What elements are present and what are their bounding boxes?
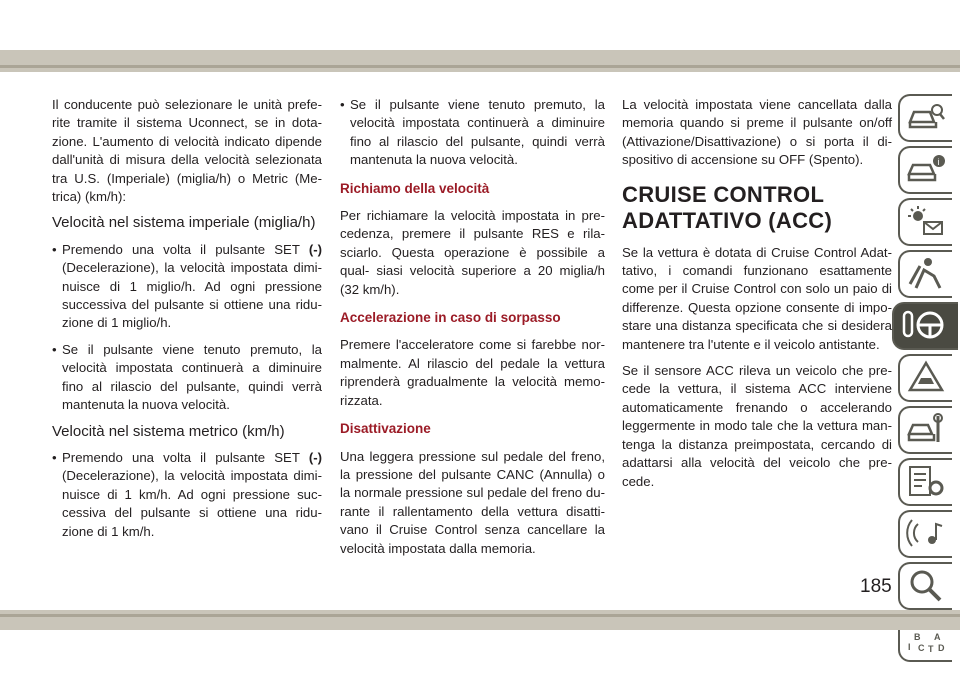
bullet-dot: •: [52, 241, 57, 257]
bullet-text: Se il pulsante viene tenuto premuto, la velocità impostata continuerà a diminuire fino al rilascio del pulsante, quindi verrà mantenuta la nuova velocità.: [350, 97, 605, 168]
cancel-paragraph: La velocità impostata viene cancellata dalla memoria quando si preme il pulsante on/off (Attivazione/Disattivazione) o si porta il di- spositivo di accensione su OFF (Spento).: [622, 97, 892, 168]
safety-person-icon: [906, 256, 946, 290]
intro-paragraph: Il conducente può selezionare le unità prefe- rite tramite il sistema Uconnect, se in dota- zione. L'aumento di velocità indicato dipende dall'unità di misura della velocità selezionata tra U.S. (Imperiale) (miglia/h) o Metric (Me- trica) (km/h):: [52, 97, 322, 205]
svg-text:C: C: [918, 643, 925, 653]
car-info-icon: [906, 152, 946, 186]
tab-servicing[interactable]: [898, 406, 952, 454]
hazard-car-icon: [906, 360, 946, 394]
tab-emergency[interactable]: [898, 354, 952, 402]
acc-paragraph-2: Se il sensore ACC rileva un veicolo che pre- cede la vettura, il sistema ACC interviene automaticamente frenando o accelerando leggermente in modo tale che la vettura man- tenga la distanza preimpostata, cercando di adattarsi alla velocità del veicolo che pre- cede.: [622, 363, 892, 489]
tab-index-search[interactable]: [898, 562, 952, 610]
svg-text:B: B: [914, 632, 921, 642]
warning-lights-icon: [906, 204, 946, 238]
acc-paragraph-1: Se la vettura è dotata di Cruise Control Adat- tativo, i comandi funzionano esattamente come per il Cruise Control con solo un paio di differenze. Questa opzione consente di impo- stare una distanza specificata che si desidera mantenere tra l'utente e il veicolo antistante.: [622, 244, 892, 352]
svg-text:T: T: [928, 644, 934, 654]
car-wrench-icon: [906, 412, 946, 446]
bullet-text-post: (Decelerazione), la velocità impostata dimi- nuisce di 1 km/h. Ad ogni pressione suc- cessiva del pulsante si ottiene una ridu- zione di 1 km/h.: [62, 468, 322, 539]
column-3: [622, 96, 892, 499]
bullet-imperial-press: [52, 241, 322, 333]
top-decorative-band: [0, 50, 960, 72]
heading-overtake-acceleration: Accelerazione in caso di sorpasso: [340, 310, 561, 326]
search-index-icon: [906, 568, 946, 602]
tab-warning-lights[interactable]: [898, 198, 952, 246]
column-1: [52, 96, 322, 549]
bullet-text-pre: Premendo una volta il pulsante SET: [62, 241, 309, 257]
bullet-dot: •: [52, 449, 57, 465]
section-title-line1: CRUISE CONTROL: [622, 181, 825, 207]
tab-car-search[interactable]: [898, 94, 952, 142]
bullet-text-pre: Premendo una volta il pulsante SET: [62, 449, 309, 465]
top-band-stripe: [0, 65, 960, 68]
steering-wheel-icon: [900, 308, 948, 342]
checklist-gear-icon: [906, 464, 946, 498]
svg-text:I: I: [908, 642, 911, 652]
minus-key-label: (-): [308, 241, 322, 257]
bullet-text-post: (Decelerazione), la velocità impostata dimi- nuisce di 1 miglio/h. Ad ogni pressione successiva del pulsante si ottiene una ridu- zione di 1 miglio/h.: [62, 260, 322, 331]
bullet-text: Se il pulsante viene tenuto premuto, la velocità impostata continuerà a diminuire fino al rilascio del pulsante, quindi verrà mantenuta la nuova velocità.: [62, 341, 322, 413]
deactivation-paragraph: Una leggera pressione sul pedale del freno, la pressione del pulsante CANC (Annulla) o la normale pressione sul pedale del freno du- rante il rallentamento della vettura disatti- vano il Cruise Control senza cancellare la velocità impostata dalla memoria.: [340, 448, 605, 556]
svg-text:A: A: [934, 632, 941, 642]
section-title: [622, 182, 892, 234]
bullet-dot: •: [340, 97, 345, 112]
tab-starting-driving[interactable]: [892, 302, 958, 350]
multimedia-icon: [906, 516, 946, 550]
page-number: 185: [860, 576, 892, 597]
svg-text:i: i: [937, 157, 940, 167]
tab-car-info[interactable]: [898, 146, 952, 194]
bullet-metric-press: [52, 449, 322, 541]
svg-text:D: D: [938, 643, 945, 653]
tab-safety[interactable]: [898, 250, 952, 298]
column-2: [340, 96, 605, 566]
accel-paragraph: Premere l'acceleratore come si farebbe nor- malmente. Al rilascio del pedale la vettura riprenderà gradualmente la velocità memo- rizzata.: [340, 337, 605, 408]
bullet-imperial-hold: [52, 341, 322, 415]
heading-deactivation: Disattivazione: [340, 421, 431, 437]
bottom-band-stripe: [0, 614, 960, 617]
minus-key-label: (-): [308, 449, 322, 465]
bullet-dot: •: [52, 341, 57, 357]
chapter-tabs: [896, 94, 960, 666]
car-search-icon: [906, 100, 946, 134]
bullet-metric-hold: [340, 96, 605, 170]
heading-imperial: Velocità nel sistema imperiale (miglia/h): [52, 214, 316, 232]
tab-multimedia[interactable]: [898, 510, 952, 558]
recall-paragraph: Per richiamare la velocità impostata in pre- cedenza, premere il pulsante RES e rila- sciarlo. Questa operazione è possibile a qual- siasi velocità superiore a 20 miglia/h (32 km/h).: [340, 208, 605, 297]
heading-speed-recall: Richiamo della velocità: [340, 180, 490, 196]
heading-metric: Velocità nel sistema metrico (km/h): [52, 422, 285, 440]
section-title-line2: ADATTATIVO (ACC): [622, 207, 833, 233]
bottom-decorative-band: [0, 610, 960, 630]
tab-specifications[interactable]: [898, 458, 952, 506]
